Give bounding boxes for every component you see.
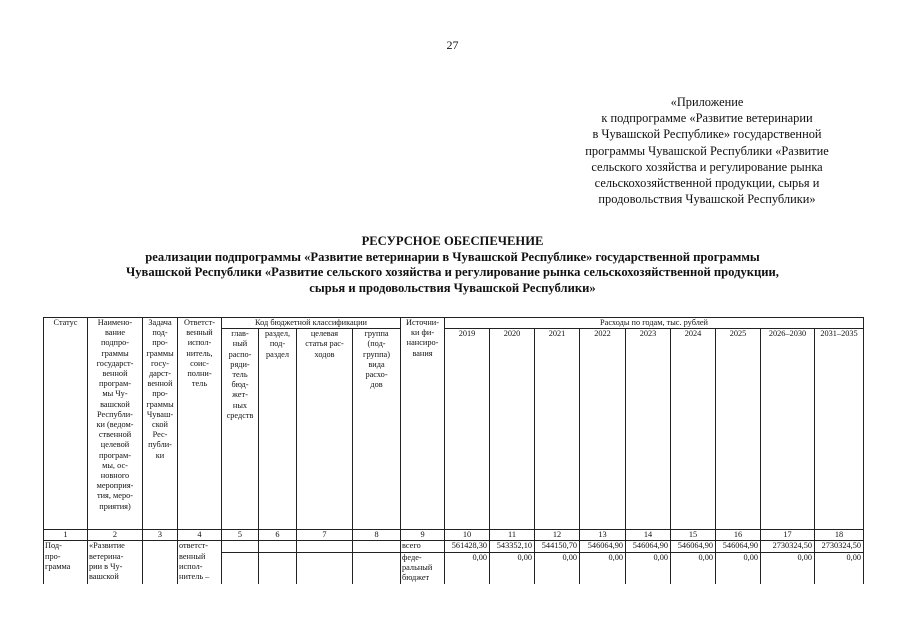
column-number: 4 (178, 530, 222, 541)
header-task: Задача под- про- граммы госу- дарст- венной про- граммы Чуваш- ской Рес- публи- ки (143, 318, 178, 530)
header-year: 2019 (445, 329, 490, 530)
row-code-manager (222, 552, 259, 584)
page-number: 27 (446, 38, 459, 52)
column-number: 17 (761, 530, 815, 541)
appendix-line: в Чувашской Республике» государственной (592, 127, 822, 142)
header-year: 2021 (535, 329, 580, 530)
value-cell: 2730324,50 (815, 541, 864, 552)
column-number: 10 (445, 530, 490, 541)
row-code-section (259, 552, 297, 584)
header-source: Источни- ки фи- нансиро- вания (401, 318, 445, 530)
header-budget-code-article: целевая статья рас- ходов (297, 329, 353, 530)
value-cell: 0,00 (535, 552, 580, 584)
value-cell: 0,00 (716, 552, 761, 584)
header-budget-code: Код бюджетной классификации (222, 318, 401, 329)
row-source-total: всего (401, 541, 445, 552)
row-code-group (353, 541, 401, 552)
column-number: 2 (88, 530, 143, 541)
row-name: «Развитие ветерина- рии в Чу- вашской (88, 541, 143, 584)
header-year: 2024 (671, 329, 716, 530)
value-cell: 546064,90 (671, 541, 716, 552)
table-row (44, 541, 864, 552)
row-code-section (259, 541, 297, 552)
value-cell: 0,00 (815, 552, 864, 584)
header-year: 2022 (580, 329, 626, 530)
appendix-line: продовольствия Чувашской Республики» (598, 192, 816, 207)
value-cell: 0,00 (761, 552, 815, 584)
column-number: 1 (44, 530, 88, 541)
value-cell: 561428,30 (445, 541, 490, 552)
header-budget-code-group: группа (под- группа) вида расхо- дов (353, 329, 401, 530)
appendix-line: к подпрограмме «Развитие ветеринарии (601, 111, 813, 126)
header-budget-code-section: раздел, под- раздел (259, 329, 297, 530)
appendix-note (548, 94, 866, 207)
value-cell: 546064,90 (580, 541, 626, 552)
row-code-group (353, 552, 401, 584)
header-status: Статус (44, 318, 88, 530)
row-source-federal: феде- ральный бюджет (401, 552, 445, 584)
appendix-line: программы Чувашской Республики «Развитие (585, 143, 829, 158)
row-code-manager (222, 541, 259, 552)
column-number: 11 (490, 530, 535, 541)
header-responsible: Ответст- венный испол- нитель, соис- полни- тель (178, 318, 222, 530)
column-number-row (44, 530, 864, 541)
appendix-line: сельскохозяйственной продукции, сырья и (594, 176, 820, 191)
row-status: Под- про- грамма (44, 541, 88, 584)
column-number: 14 (626, 530, 671, 541)
column-number: 7 (297, 530, 353, 541)
column-number: 9 (401, 530, 445, 541)
row-task (143, 541, 178, 584)
appendix-line: сельского хозяйства и регулирование рынка (591, 159, 823, 174)
value-cell: 543352,10 (490, 541, 535, 552)
value-cell: 0,00 (626, 552, 671, 584)
column-number: 16 (716, 530, 761, 541)
document-title (0, 234, 905, 296)
title-line: Чувашской Республики «Развитие сельского хозяйства и регулирование рынка сельскохозяйственной продукции, (126, 265, 779, 280)
value-cell: 0,00 (671, 552, 716, 584)
value-cell: 544150,70 (535, 541, 580, 552)
value-cell: 0,00 (580, 552, 626, 584)
column-number: 8 (353, 530, 401, 541)
value-cell: 546064,90 (626, 541, 671, 552)
header-expenses: Расходы по годам, тыс. рублей (445, 318, 864, 329)
column-number: 12 (535, 530, 580, 541)
appendix-line: «Приложение (670, 95, 744, 109)
header-budget-code-manager: глав- ный распо- ряди- тель бюд- жет- ных средств (222, 329, 259, 530)
column-number: 15 (671, 530, 716, 541)
title-heading: РЕСУРСНОЕ ОБЕСПЕЧЕНИЕ (361, 234, 544, 248)
column-number: 18 (815, 530, 864, 541)
column-number: 13 (580, 530, 626, 541)
header-year: 2031–2035 (815, 329, 864, 530)
value-cell: 0,00 (445, 552, 490, 584)
row-responsible: ответст- венный испол- нитель – (178, 541, 222, 584)
title-line: сырья и продовольствия Чувашской Республики» (309, 280, 596, 295)
column-number: 6 (259, 530, 297, 541)
value-cell: 2730324,50 (761, 541, 815, 552)
header-year: 2026–2030 (761, 329, 815, 530)
row-code-article (297, 541, 353, 552)
row-code-article (297, 552, 353, 584)
value-cell: 0,00 (490, 552, 535, 584)
resource-table (43, 317, 864, 584)
header-year: 2023 (626, 329, 671, 530)
value-cell: 546064,90 (716, 541, 761, 552)
column-number: 3 (143, 530, 178, 541)
column-number: 5 (222, 530, 259, 541)
header-year: 2020 (490, 329, 535, 530)
header-year: 2025 (716, 329, 761, 530)
header-name: Наимено- вание подпро- граммы государст- венной програм- мы Чу- вашской Республи- ки (ведом- ственной целевой програм- мы, ос- новного мероприя- тия, меро- приятия) (88, 318, 143, 530)
title-line: реализации подпрограммы «Развитие ветеринарии в Чувашской Республике» государственной программы (145, 249, 760, 264)
